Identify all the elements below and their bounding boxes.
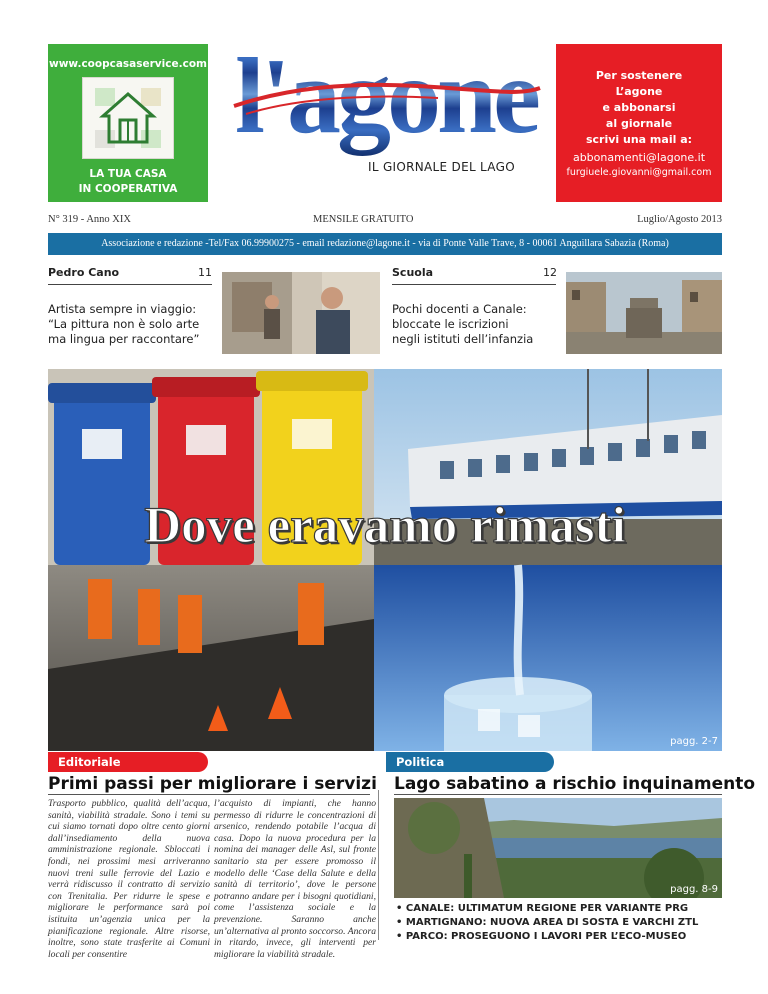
list-item[interactable]: • PARCO: PROSEGUONO I LAVORI PER L’ECO-MUSEO (396, 930, 722, 944)
list-item[interactable]: • CANALE: ULTIMATUM REGIONE PER VARIANTE PRG (396, 902, 722, 916)
coop-url[interactable]: www.coopcasaservice.com (49, 58, 207, 70)
masthead-subtitle: IL GIORNALE DEL LAGO (368, 160, 515, 174)
column-separator (378, 790, 379, 940)
teaser-photo-square[interactable] (566, 272, 722, 354)
svg-text:l'agone: l'agone (234, 40, 538, 156)
hero-headline[interactable]: Dove eravamo rimasti (144, 498, 626, 554)
hero-collage-photo (48, 369, 722, 751)
teaser-divider (392, 284, 556, 285)
teaser-title-pedro-cano[interactable]: Pedro Cano (48, 266, 120, 279)
teaser-divider (48, 284, 212, 285)
politica-bullet-list (396, 902, 722, 944)
address-bar: Associazione e redazione -Tel/Fax 06.99900275 - email redazione@lagone.it - via di Ponte Valle Trave, 8 - 00061 Anguillara Sabazia (Roma) (48, 233, 722, 255)
hero-page-ref: pagg. 2-7 (670, 736, 718, 747)
coop-tagline: LA TUA CASA IN COOPERATIVA (78, 168, 178, 195)
subscribe-email-link[interactable]: abbonamenti@lagone.it (572, 151, 706, 164)
subscribe-box[interactable] (556, 44, 722, 202)
editorial-divider (48, 794, 370, 795)
list-item[interactable]: • MARTIGNANO: NUOVA AREA DI SOSTA E VARCHI ZTL (396, 916, 722, 930)
editorial-column-2: l’acquisto di impianti, che hanno permesso di ridurre le concentrazioni di arsenico, rendendo potabile l’acqua di casa. Dopo la nuova procedura per la nomina dei manager delle Asl, sul fronte sanitario sta per essere promosso il modello delle ‘Case della Salute e della sanità di territorio’, dove le persone potranno andare per i bisogni quotidiani, come l’assistenza sociale e la prevenzione. Saranno anche un’alternativa al pronto soccorso. Ancora in ritardo, invece, gli interventi per migliorare la viabilità stradale. (214, 798, 376, 960)
issue-date: Luglio/Agosto 2013 (637, 214, 722, 225)
coop-house-logo (82, 77, 174, 159)
house-icon (93, 86, 163, 150)
politica-headline[interactable]: Lago sabatino a rischio inquinamento (394, 774, 756, 794)
contact-email-link[interactable]: furgiuele.giovanni@gmail.com (566, 167, 712, 178)
teaser-text-pedro-cano[interactable]: Artista sempre in viaggio: “La pittura non è solo arte ma lingua per raccontare” (48, 302, 200, 346)
coop-advert[interactable] (48, 44, 208, 202)
masthead-wordmark (228, 40, 546, 158)
subscribe-text: Per sostenere L’agone e abbonarsi al giornale scrivi una mail a: (585, 69, 693, 146)
teaser-title-scuola[interactable]: Scuola (392, 266, 434, 279)
hero-collage[interactable] (48, 369, 722, 751)
editorial-column-1: Trasporto pubblico, qualità dell’acqua, sanità, viabilità stradale. Sono i temi su cui siamo tornati dopo oltre cento giorni dall’insediamento della nuova amministrazione regionale. Sbloccati i fondi, nei prossimi mesi arriveranno nuovi treni sulle ferrovie del Lazio e verrà ridiscusso il contratto di servizio con Trenitalia. Per ridurre le spese e migliorare le performance sarà poi istituita un’agenzia unica per la pianificazione regionale. Altre risorse, inoltre, sono state trasferite ai Comuni locali per consentire (48, 798, 210, 960)
editorial-headline[interactable]: Primi passi per migliorare i servizi (48, 774, 377, 794)
masthead-logo (228, 40, 546, 190)
politica-divider (394, 794, 722, 795)
teaser-photo-artist[interactable] (222, 272, 380, 354)
distribution-note: MENSILE GRATUITO (313, 214, 414, 225)
section-label-editoriale: Editoriale (48, 752, 208, 772)
section-label-politica: Politica (386, 752, 554, 772)
issue-number: N° 319 - Anno XIX (48, 214, 131, 225)
teaser-page-number: 11 (198, 266, 212, 279)
politica-page-ref: pagg. 8-9 (670, 884, 718, 895)
teaser-page-number: 12 (543, 266, 557, 279)
politica-lake-photo[interactable] (394, 798, 722, 898)
teaser-text-scuola[interactable]: Pochi docenti a Canale: bloccate le iscrizioni negli istituti dell’infanzia (392, 302, 534, 346)
issue-meta (48, 214, 722, 228)
